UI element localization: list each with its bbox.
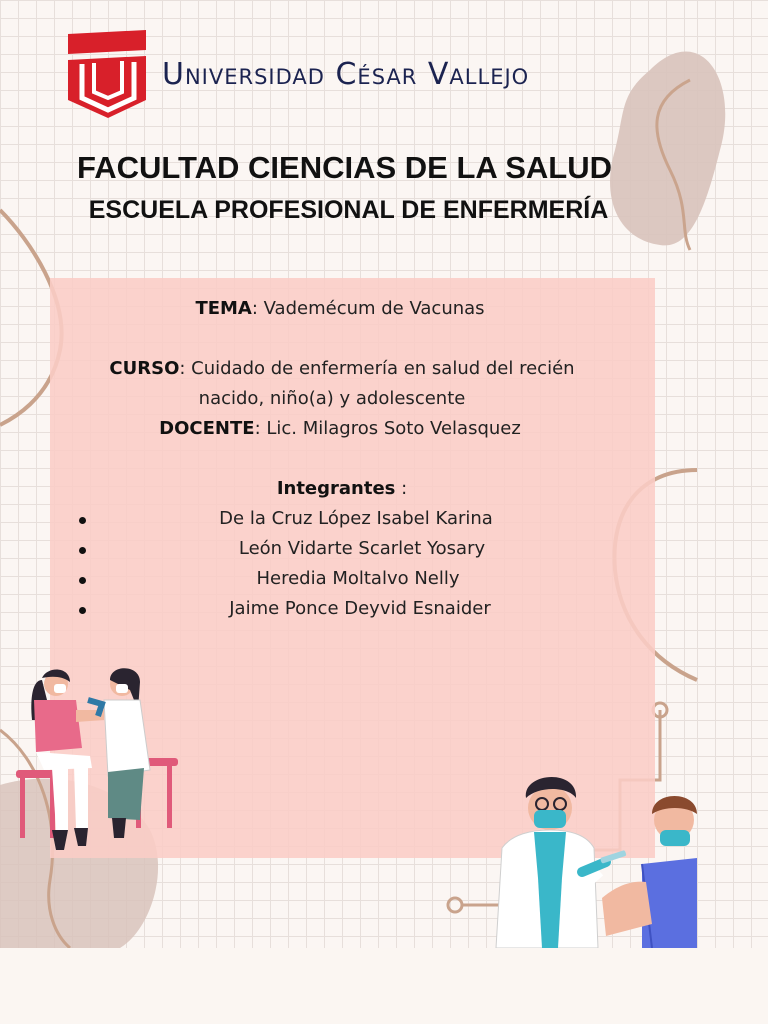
docente-line: [50, 414, 630, 444]
curso-line-1: [52, 354, 632, 384]
doctor-child-illustration-icon: [482, 768, 697, 948]
member-item: Heredia Moltalvo Nelly: [256, 568, 460, 589]
vaccination-illustration-icon: [12, 660, 182, 860]
member-item: León Vidarte Scarlet Yosary: [238, 538, 486, 559]
university-name: Universidad César Vallejo: [162, 57, 530, 92]
school-title: ESCUELA PROFESIONAL DE ENFERMERÍA: [88, 196, 609, 224]
curso-value: : Cuidado de enfermería en salud del recién: [179, 358, 575, 379]
member-item: De la Cruz López Isabel Karina: [219, 508, 493, 529]
faculty-title: FACULTAD CIENCIAS DE LA SALUD: [76, 150, 613, 185]
curso-line-2: [42, 384, 622, 414]
tema-line: [50, 294, 630, 324]
university-logo-icon: [68, 30, 146, 118]
member-item: Jaime Ponce Deyvid Esnaider: [229, 598, 491, 619]
tema-value: : Vademécum de Vacunas: [251, 298, 485, 319]
integrantes-label: Integrantes: [276, 478, 396, 499]
integrantes-heading: [52, 474, 632, 504]
integrantes-suffix: :: [395, 478, 408, 499]
curso-label: CURSO: [109, 358, 180, 379]
docente-value: : Lic. Milagros Soto Velasquez: [254, 418, 521, 439]
docente-label: DOCENTE: [159, 418, 255, 439]
curso-value-cont: nacido, niño(a) y adolescente: [198, 388, 466, 409]
tema-label: TEMA: [195, 298, 252, 319]
